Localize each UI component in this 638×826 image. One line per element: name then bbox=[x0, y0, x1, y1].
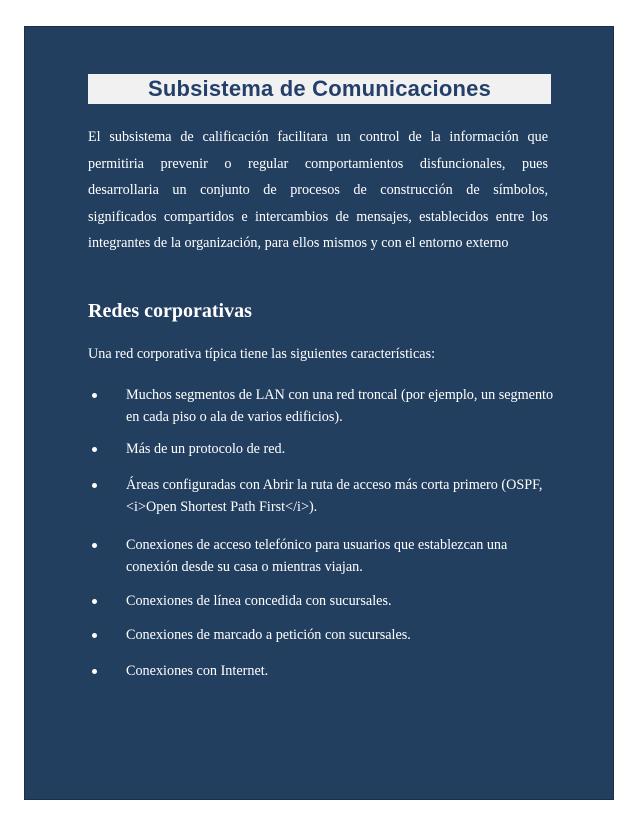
list-item-text: Más de un protocolo de red. bbox=[126, 441, 286, 457]
intro-paragraph bbox=[88, 124, 548, 257]
list-item-text: Conexiones de acceso telefónico para usuarios que establezcan una conexión desde su casa o mientras viajan. bbox=[126, 537, 508, 575]
list-item-text: Conexiones de línea concedida con sucursales. bbox=[126, 593, 392, 609]
list-item-text: Conexiones con Internet. bbox=[126, 663, 269, 679]
list-item-text: Áreas configuradas con Abrir la ruta de acceso más corta primero (OSPF, <i>Open Shortest Path First</i>). bbox=[126, 477, 543, 515]
lead-sentence: Una red corporativa típica tiene las siguientes características: bbox=[88, 346, 436, 362]
intro-line: permitiria prevenir o regular comportamientos disfuncionales, pues bbox=[88, 155, 548, 172]
intro-line: El subsistema de calificación facilitara un control de la información que bbox=[88, 129, 548, 145]
bullet-icon bbox=[92, 669, 97, 674]
title-banner bbox=[88, 74, 551, 104]
list-item-text: Conexiones de marcado a petición con sucursales. bbox=[126, 627, 411, 643]
intro-line: significados compartidos e intercambios de mensajes, establecidos entre los bbox=[88, 208, 548, 225]
bullet-icon bbox=[92, 483, 97, 488]
bullet-icon bbox=[92, 599, 97, 604]
list-item-text: Muchos segmentos de LAN con una red troncal (por ejemplo, un segmento en cada piso o ala de varios edificios). bbox=[126, 387, 554, 425]
page-title: Subsistema de Comunicaciones bbox=[147, 76, 492, 101]
bullet-icon bbox=[92, 447, 97, 452]
bullet-icon bbox=[92, 543, 97, 548]
section-heading: Redes corporativas bbox=[88, 300, 252, 322]
bullet-icon bbox=[92, 633, 97, 638]
intro-line: integrantes de la organización, para ellos mismos y con el entorno externo bbox=[88, 235, 509, 252]
bullet-icon bbox=[92, 393, 97, 398]
intro-line: desarrollaria un conjunto de procesos de construcción de símbolos, bbox=[88, 182, 548, 199]
